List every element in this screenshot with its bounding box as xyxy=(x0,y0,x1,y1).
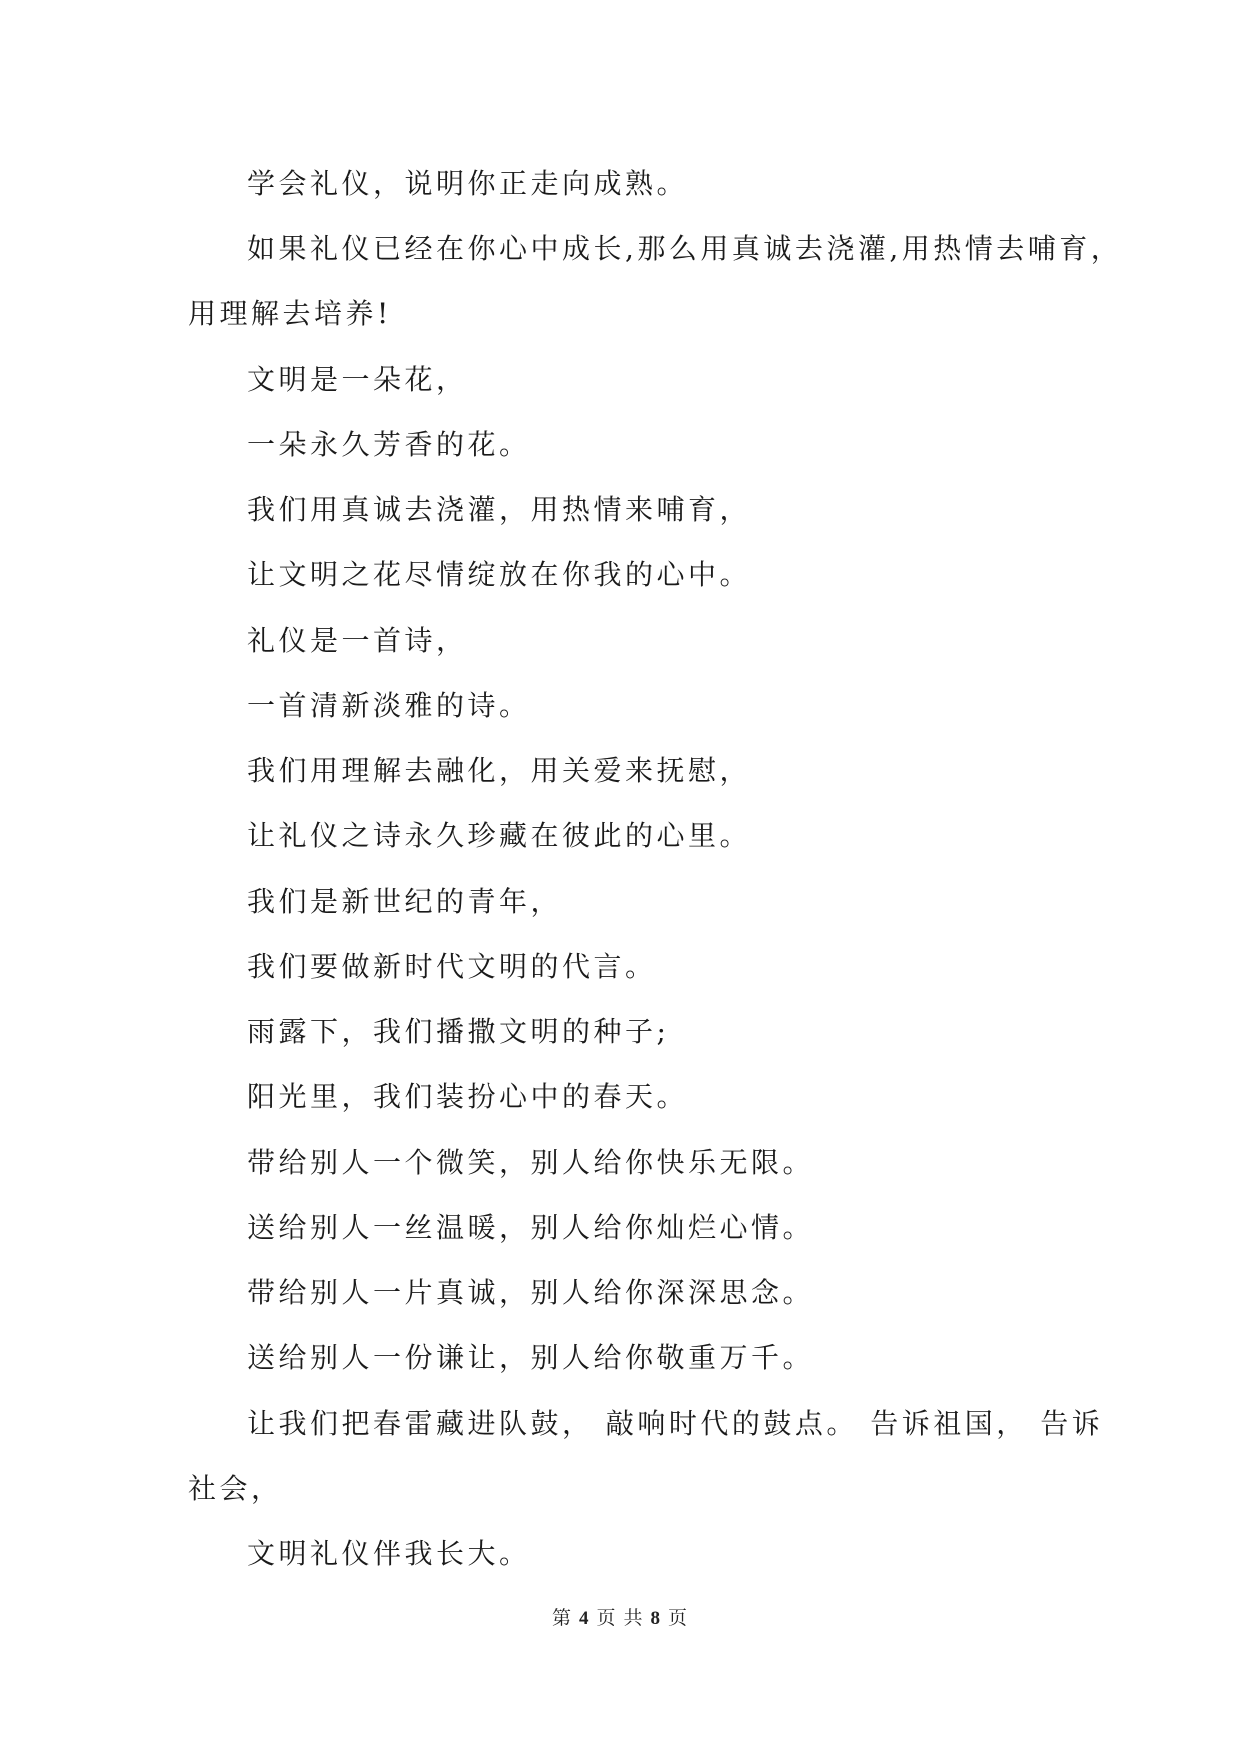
footer-prefix: 第 xyxy=(551,1607,573,1629)
paragraph-line: 带给别人一个微笑，别人给你快乐无限。 xyxy=(247,1146,815,1179)
paragraph-line: 文明是一朵花， xyxy=(247,363,468,396)
paragraph-line: 我们要做新时代文明的代言。 xyxy=(247,950,657,983)
footer-suffix: 页 xyxy=(668,1607,690,1629)
paragraph-line: 一首清新淡雅的诗。 xyxy=(247,689,531,722)
paragraph-line: 阳光里，我们装扮心中的春天。 xyxy=(247,1080,689,1113)
paragraph-line: 带给别人一片真诚，别人给你深深思念。 xyxy=(247,1276,815,1309)
paragraph-line: 送给别人一丝温暖，别人给你灿烂心情。 xyxy=(247,1211,815,1244)
paragraph-line: 送给别人一份谦让，别人给你敬重万千。 xyxy=(247,1341,815,1374)
paragraph-line: 用理解去培养! xyxy=(188,297,392,330)
paragraph-line: 让文明之花尽情绽放在你我的心中。 xyxy=(247,558,752,591)
paragraph-line: 学会礼仪，说明你正走向成熟。 xyxy=(247,167,689,200)
paragraph-line: 文明礼仪伴我长大。 xyxy=(247,1537,531,1570)
paragraph-line: 我们用理解去融化，用关爱来抚慰， xyxy=(247,754,752,787)
footer-page-word: 页 xyxy=(596,1607,618,1629)
paragraph-line: 一朵永久芳香的花。 xyxy=(247,428,531,461)
paragraph-line: 我们是新世纪的青年， xyxy=(247,885,563,918)
paragraph-line: 让礼仪之诗永久珍藏在彼此的心里。 xyxy=(247,819,752,852)
paragraph-line: 如果礼仪已经在你心中成长,那么用真诚去浇灌,用热情去哺育， xyxy=(247,232,1123,265)
paragraph-line: 礼仪是一首诗， xyxy=(247,624,468,657)
paragraph-line: 社会， xyxy=(188,1472,283,1505)
current-page-number: 4 xyxy=(578,1608,591,1629)
paragraph-line: 雨露下，我们播撒文明的种子; xyxy=(247,1015,670,1048)
footer-total-word: 共 xyxy=(623,1607,645,1629)
paragraph-line: 让我们把春雷藏进队鼓， 敲响时代的鼓点。 告诉祖国， 告诉 xyxy=(247,1407,1104,1440)
page-footer xyxy=(0,1603,1241,1630)
paragraph-line: 我们用真诚去浇灌，用热情来哺育， xyxy=(247,493,752,526)
total-pages-number: 8 xyxy=(650,1608,663,1629)
